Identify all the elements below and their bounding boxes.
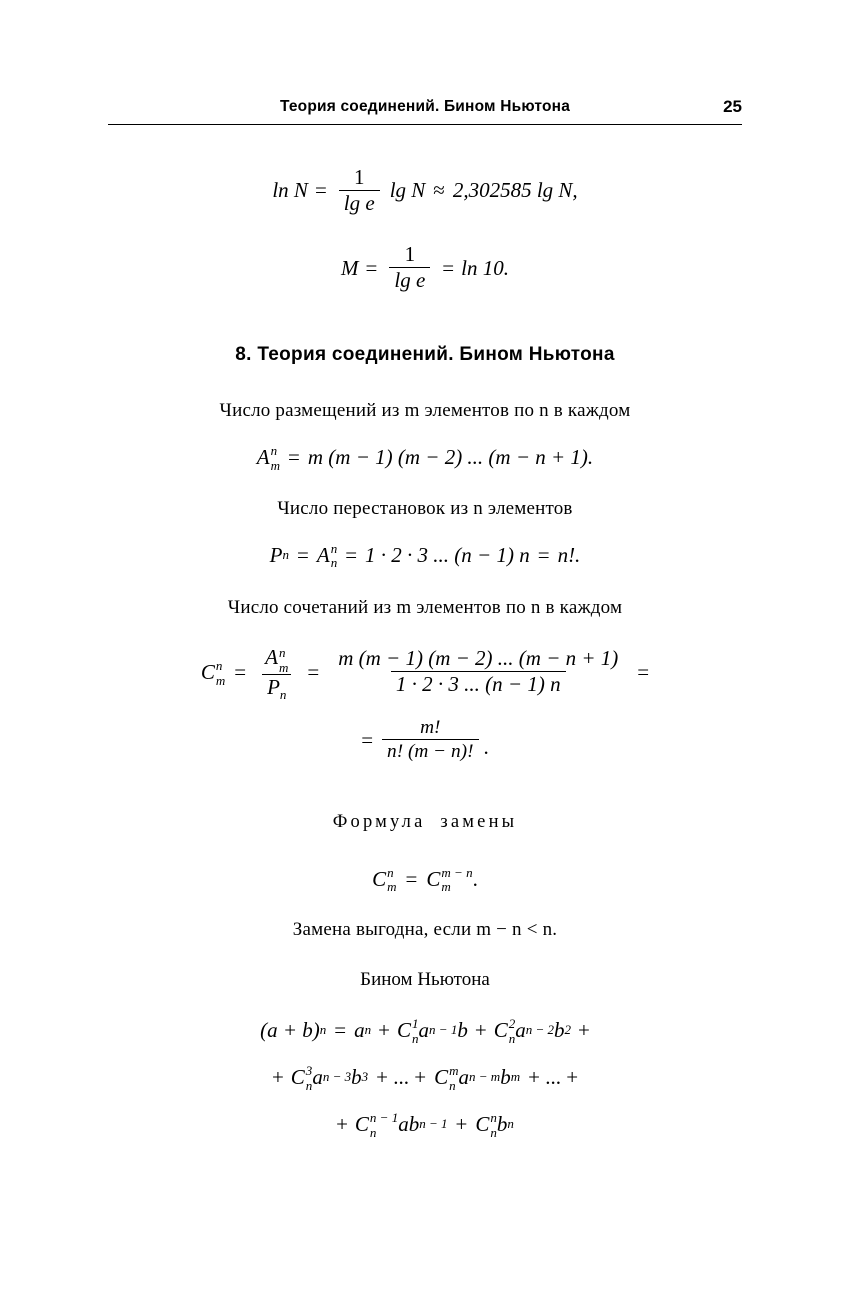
eq-binomial2-t5-b: b	[500, 1064, 511, 1089]
page-body	[108, 166, 742, 1138]
eq-combinations-f1-den	[262, 674, 291, 703]
eq-binomial-plus-3: +	[578, 1017, 590, 1042]
eq-placements-equals: =	[288, 445, 300, 470]
eq-combinations-cont-num: m!	[420, 716, 441, 738]
eq-combinations-f1-den-p: P	[267, 674, 280, 699]
eq-ln-n-frac-den: lg e	[339, 190, 380, 215]
eq-binomial2-t5-c: C	[434, 1064, 449, 1089]
equation-binomial-line1: (a + b) n = a n + C 1 n a n − 1 b + C 2 n a n − 2 b 2 +	[260, 1015, 590, 1046]
eq-combinations-equals-3: =	[637, 659, 650, 684]
eq-combinations-f2-num: m (m − 1) (m − 2) ... (m − n + 1)	[338, 646, 619, 671]
eq-placements-a-sub: m	[270, 458, 281, 474]
eq-binomial3-t7-b: b	[496, 1112, 508, 1137]
eq-binomial-t2-sup: 1	[412, 1015, 419, 1031]
eq-binomial-t2-c: C	[397, 1017, 412, 1042]
eq-permutations-equals-1: =	[297, 542, 309, 567]
eq-binomial2-t4-a: a	[312, 1064, 323, 1089]
eq-replacement-period: .	[472, 866, 478, 891]
eq-binomial-equals: =	[334, 1017, 347, 1042]
eq-binomial2-t5-indices	[449, 1064, 458, 1092]
eq-binomial-t3-a: a	[515, 1017, 526, 1042]
eq-replacement-c2-sub: m	[441, 879, 451, 895]
eq-combinations-f1-den-sub: n	[279, 687, 287, 703]
eq-ln-n-lhs: ln N	[272, 178, 308, 203]
eq-ln-n-frac-num: 1	[353, 165, 365, 189]
eq-replacement-c1-sub: m	[387, 879, 397, 895]
eq-permutations-a-indices	[331, 542, 338, 570]
eq-binomial-plus-2: +	[474, 1017, 487, 1042]
equation-combinations	[108, 644, 742, 703]
equation-ln-n	[108, 166, 742, 215]
eq-combinations-f1-num-a: A	[265, 644, 278, 669]
eq-binomial3-t7-c: C	[475, 1112, 490, 1137]
eq-ln-n-approx: ≈	[433, 178, 445, 203]
eq-placements-rhs: m (m − 1) (m − 2) ... (m − n + 1).	[307, 445, 594, 470]
eq-binomial-t3-c: C	[493, 1017, 508, 1042]
text-permutations: Число перестановок из n элементов	[277, 497, 573, 519]
eq-binomial3-plus-1: +	[455, 1112, 468, 1137]
eq-binomial2-t5-a: a	[458, 1064, 469, 1089]
eq-binomial-lhs: (a + b)	[260, 1017, 320, 1042]
eq-replacement-c1-indices	[387, 866, 396, 894]
eq-binomial3-t6-indices	[370, 1111, 398, 1139]
equation-replacement	[108, 863, 742, 895]
eq-binomial2-t4-sub: n	[305, 1077, 313, 1093]
subtitle-replacement-formula: Формула замены	[332, 812, 518, 833]
eq-replacement-c1-sup: n	[387, 864, 394, 880]
equation-binomial-line2: + C 3 n a n − 3 b 3 + ... + C m n a n − m b m + ... +	[271, 1062, 579, 1093]
document-page	[0, 98, 850, 1298]
subtitle-binomial: Бином Ньютона	[360, 968, 490, 990]
eq-m-equals-1: =	[365, 255, 378, 280]
text-combinations: Число сочетаний из m элементов по n в каждом	[227, 596, 623, 618]
eq-replacement-c2-indices	[441, 866, 472, 894]
eq-combinations-cont-equals: =	[361, 727, 374, 752]
eq-permutations-equals-3: =	[537, 542, 550, 567]
eq-replacement-c1: C	[372, 866, 387, 891]
eq-combinations-equals-1: =	[234, 659, 247, 684]
eq-binomial-t2-a: a	[418, 1017, 430, 1042]
equation-binomial-line3: + C n − 1 n ab n − 1 + C n n b n	[336, 1110, 514, 1140]
eq-binomial2-t4-indices	[306, 1064, 313, 1092]
eq-combinations-f1-num	[260, 645, 293, 674]
eq-combinations-c-sub: m	[215, 672, 226, 688]
eq-combinations-equals-2: =	[307, 659, 320, 684]
eq-binomial3-t6-c: C	[354, 1112, 369, 1137]
eq-combinations-c-sup: n	[215, 657, 223, 673]
eq-binomial-t3-b: b	[554, 1017, 565, 1042]
eq-permutations-a-sup: n	[330, 540, 338, 556]
eq-combinations-cont-period: .	[483, 735, 489, 760]
eq-combinations-fraction-2	[333, 647, 623, 696]
eq-permutations-a-sub: n	[330, 555, 338, 571]
eq-m-rhs: ln 10.	[461, 255, 509, 280]
page-header	[108, 98, 742, 132]
text-replacement-note: Замена выгодна, если m − n < n.	[292, 918, 558, 940]
eq-combinations-f1-num-sup: n	[278, 644, 286, 660]
eq-combinations-f2-den: 1 · 2 · 3 ... (n − 1) n	[391, 671, 566, 696]
eq-placements-a: A	[256, 445, 270, 470]
eq-binomial2-t4-c: C	[290, 1064, 305, 1089]
section-title: 8. Теория соединений. Бином Ньютона	[235, 344, 615, 366]
eq-ln-n-fraction	[339, 166, 380, 215]
eq-permutations-p: P	[269, 542, 283, 567]
eq-placements-a-indices	[271, 444, 280, 472]
eq-combinations-c-indices	[216, 659, 225, 687]
eq-combinations-cont-den: n! (m − n)!	[382, 739, 479, 762]
eq-permutations-rhs: n!.	[557, 542, 581, 567]
eq-binomial3-plus-0: +	[336, 1112, 348, 1137]
equation-placements	[108, 442, 742, 474]
eq-binomial-t3-sub: n	[508, 1030, 516, 1046]
eq-permutations-equals-2: =	[345, 542, 358, 567]
eq-m-lhs: M	[341, 255, 359, 280]
eq-binomial2-dots-2: + ... +	[528, 1064, 579, 1089]
eq-binomial2-t4-b: b	[351, 1064, 362, 1089]
eq-binomial2-plus-0: +	[271, 1064, 284, 1089]
eq-combinations-f1-num-sub: m	[278, 659, 289, 675]
eq-placements-a-sup: n	[270, 443, 278, 459]
eq-replacement-equals: =	[405, 866, 418, 891]
eq-combinations-c: C	[200, 659, 215, 684]
eq-binomial-t2-sub: n	[412, 1030, 419, 1046]
equation-combinations-cont	[108, 717, 742, 762]
eq-m-equals-2: =	[442, 255, 455, 280]
eq-permutations-mid: 1 · 2 · 3 ... (n − 1) n	[365, 542, 530, 567]
eq-binomial-t1-a: a	[354, 1017, 365, 1042]
eq-binomial3-t7-sup: n	[490, 1110, 497, 1126]
eq-ln-n-rhs: 2,302585 lg N,	[452, 178, 578, 203]
page-number: 25	[723, 97, 742, 116]
eq-replacement-c2-sup: m − n	[441, 864, 473, 880]
equation-m	[108, 243, 742, 292]
text-placements: Число размещений из m элементов по n в каждом	[219, 400, 631, 422]
eq-binomial-t2-indices	[412, 1017, 419, 1045]
eq-binomial2-t4-sup: 3	[305, 1062, 313, 1078]
eq-binomial-plus-1: +	[378, 1017, 390, 1042]
eq-binomial-t2-b: b	[457, 1017, 468, 1042]
eq-binomial3-t6-sup: n − 1	[369, 1110, 399, 1126]
eq-binomial3-t6-ab: ab	[398, 1112, 420, 1137]
eq-replacement-c2: C	[426, 866, 441, 891]
eq-combinations-fraction-1	[260, 644, 293, 703]
eq-ln-n-equals: =	[314, 178, 327, 203]
eq-m-frac-den: lg e	[389, 267, 430, 292]
eq-combinations-f1-num-indices	[279, 646, 288, 674]
eq-binomial3-t7-sub: n	[490, 1124, 497, 1140]
eq-binomial2-dots-1: + ... +	[376, 1064, 427, 1089]
eq-binomial3-t7-indices	[490, 1111, 497, 1139]
eq-binomial2-t5-sup: m	[449, 1062, 459, 1078]
eq-m-fraction	[389, 243, 430, 292]
eq-m-frac-num: 1	[404, 242, 416, 267]
eq-binomial-t3-sup: 2	[508, 1015, 516, 1031]
equation-permutations: P n = A n n = 1 · 2 · 3 ... (n − 1) n = n!.	[269, 540, 581, 571]
eq-binomial3-t6-sub: n	[369, 1124, 377, 1140]
eq-permutations-a: A	[316, 542, 330, 567]
header-title: Теория соединений. Бином Ньютона	[279, 98, 571, 115]
eq-binomial-t3-indices	[509, 1017, 516, 1045]
header-divider	[108, 124, 742, 125]
eq-combinations-cont-fraction	[382, 717, 479, 762]
eq-binomial2-t5-sub: n	[449, 1077, 456, 1093]
eq-ln-n-mid: lg N	[389, 178, 426, 203]
